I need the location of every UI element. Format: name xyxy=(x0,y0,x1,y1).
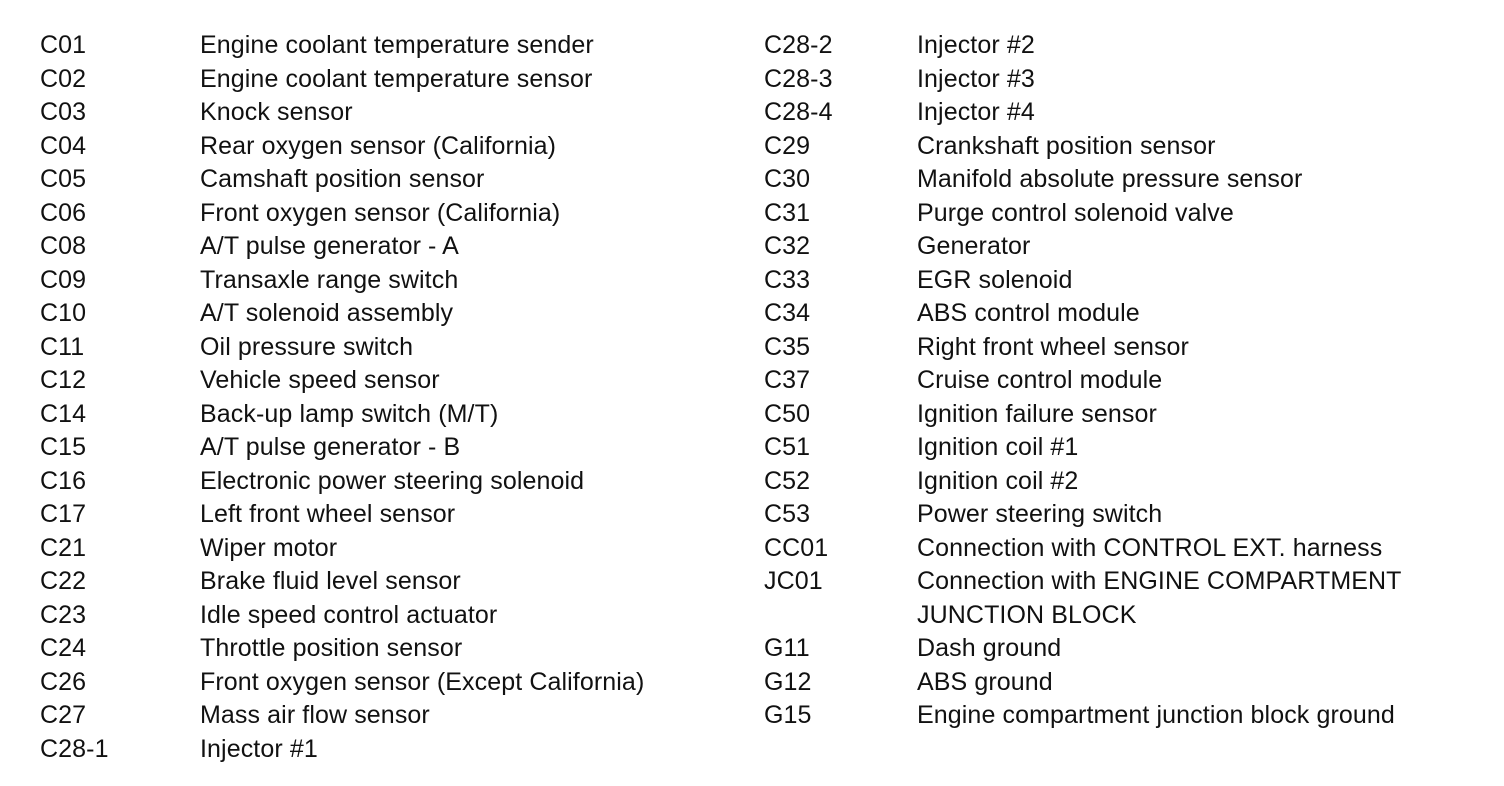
connector-description: Idle speed control actuator xyxy=(200,600,498,629)
connector-description: Oil pressure switch xyxy=(200,332,414,361)
connector-code: C28-1 xyxy=(40,734,109,763)
connector-code: G15 xyxy=(764,701,812,729)
connector-description: ABS control module xyxy=(917,299,1140,327)
connector-code: C21 xyxy=(40,533,87,562)
connector-description: Back-up lamp switch (M/T) xyxy=(200,399,499,428)
connector-description: Mass air flow sensor xyxy=(200,701,430,729)
connector-code: C01 xyxy=(40,31,87,59)
connector-code: C28-4 xyxy=(764,98,833,126)
connector-code: C26 xyxy=(40,667,87,696)
connector-code: C35 xyxy=(764,332,811,361)
connector-code: C03 xyxy=(40,98,87,126)
connector-description: Injector #4 xyxy=(917,98,1035,126)
connector-code: C06 xyxy=(40,198,87,227)
connector-description: A/T solenoid assembly xyxy=(200,299,454,327)
connector-description: Electronic power steering solenoid xyxy=(200,466,585,495)
connector-code: C17 xyxy=(40,500,87,528)
connector-code: C12 xyxy=(40,366,87,394)
connector-code: C29 xyxy=(764,131,811,160)
connector-description: Knock sensor xyxy=(200,98,353,126)
connector-description: Crankshaft position sensor xyxy=(917,131,1216,160)
connector-code: C04 xyxy=(40,131,87,160)
connector-code: C16 xyxy=(40,466,87,495)
connector-description: Wiper motor xyxy=(200,533,338,562)
connector-description: Vehicle speed sensor xyxy=(200,366,440,394)
connector-code: C52 xyxy=(764,466,811,495)
connector-description: Connection with ENGINE COMPARTMENT xyxy=(917,567,1402,595)
connector-code: C28-3 xyxy=(764,64,833,93)
connector-code: C34 xyxy=(764,299,811,327)
connector-description: Ignition coil #2 xyxy=(917,466,1079,495)
connector-description: Front oxygen sensor (California) xyxy=(200,198,561,227)
connector-code: C24 xyxy=(40,634,87,662)
connector-description: Injector #2 xyxy=(917,31,1035,59)
connector-code: C51 xyxy=(764,433,811,461)
connector-code: C32 xyxy=(764,232,811,260)
connector-description: Ignition coil #1 xyxy=(917,433,1079,461)
connector-code: C33 xyxy=(764,265,811,294)
connector-description: Ignition failure sensor xyxy=(917,399,1157,428)
connector-description: Power steering switch xyxy=(917,500,1163,528)
connector-description: Brake fluid level sensor xyxy=(200,567,461,595)
connector-description: Injector #1 xyxy=(200,734,318,763)
connector-code: G11 xyxy=(764,634,810,662)
connector-code: C14 xyxy=(40,399,87,428)
connector-description: Camshaft position sensor xyxy=(200,165,485,193)
connector-code: CC01 xyxy=(764,533,829,562)
connector-description: EGR solenoid xyxy=(917,265,1073,294)
connector-description: Throttle position sensor xyxy=(200,634,463,662)
connector-description: ABS ground xyxy=(917,667,1053,696)
connector-code: G12 xyxy=(764,667,812,696)
connector-description: Left front wheel sensor xyxy=(200,500,456,528)
connector-code: C11 xyxy=(40,332,85,361)
connector-code: C23 xyxy=(40,600,87,629)
connector-description: Transaxle range switch xyxy=(200,265,459,294)
connector-description: Cruise control module xyxy=(917,366,1163,394)
connector-code: C22 xyxy=(40,567,87,595)
connector-description: Purge control solenoid valve xyxy=(917,198,1234,227)
connector-code: C30 xyxy=(764,165,811,193)
connector-description: Generator xyxy=(917,232,1031,260)
connector-code: C08 xyxy=(40,232,87,260)
connector-code: C09 xyxy=(40,265,87,294)
connector-code: C31 xyxy=(764,198,811,227)
connector-description: Rear oxygen sensor (California) xyxy=(200,131,557,160)
connector-code: C10 xyxy=(40,299,87,327)
connector-code: C27 xyxy=(40,701,87,729)
connector-description: Dash ground xyxy=(917,634,1062,662)
connector-description: A/T pulse generator - B xyxy=(200,433,461,461)
connector-code: C37 xyxy=(764,366,811,394)
connector-code: C15 xyxy=(40,433,87,461)
connector-description: A/T pulse generator - A xyxy=(200,232,459,260)
connector-code: C02 xyxy=(40,64,87,93)
connector-code: C28-2 xyxy=(764,31,833,59)
connector-description: Engine coolant temperature sender xyxy=(200,31,594,59)
connector-description: Front oxygen sensor (Except California) xyxy=(200,667,645,696)
connector-code: JC01 xyxy=(764,567,823,595)
connector-description: JUNCTION BLOCK xyxy=(917,600,1137,629)
connector-code: C53 xyxy=(764,500,811,528)
connector-code: C50 xyxy=(764,399,811,428)
connector-description: Right front wheel sensor xyxy=(917,332,1189,361)
connector-description: Engine coolant temperature sensor xyxy=(200,64,593,93)
connector-description: Engine compartment junction block ground xyxy=(917,701,1395,729)
connector-description: Injector #3 xyxy=(917,64,1035,93)
connector-code: C05 xyxy=(40,165,87,193)
connector-description: Connection with CONTROL EXT. harness xyxy=(917,533,1383,562)
connector-description: Manifold absolute pressure sensor xyxy=(917,165,1303,193)
